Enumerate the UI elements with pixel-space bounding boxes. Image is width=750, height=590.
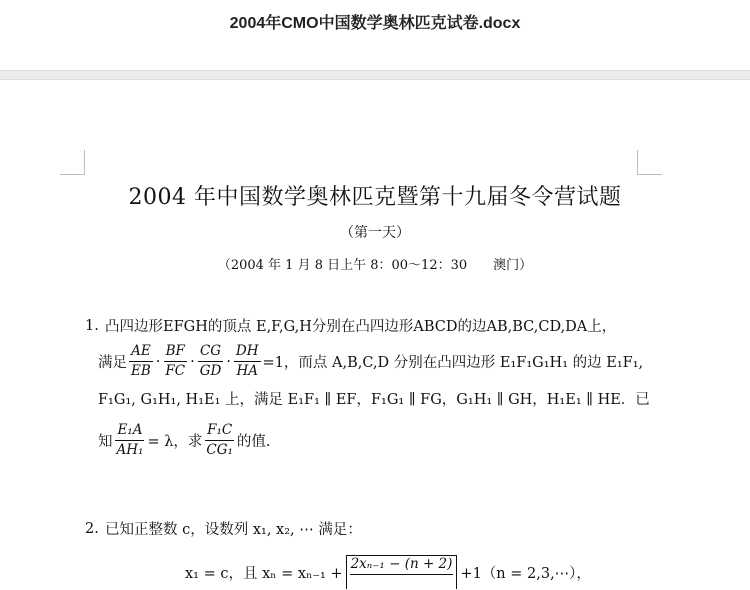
problem1-value: 的值. xyxy=(236,434,271,450)
frac-denominator: CG₁ xyxy=(206,442,233,458)
frac-denominator: FC xyxy=(165,363,186,379)
fraction-bf-fc xyxy=(163,343,187,380)
page-gap xyxy=(0,70,750,80)
document-title: 2004 年中国数学奥林匹克暨第十九届冬令营试题 xyxy=(128,185,622,210)
frac-denominator: GD xyxy=(199,363,222,379)
document-subtitle: （第一天） xyxy=(340,225,410,241)
frac-numerator: F₁C xyxy=(205,422,234,441)
frac-denominator: HA xyxy=(236,363,258,379)
title-bar xyxy=(0,0,750,70)
problem2-eq-prefix: x₁ = c，且 xₙ = xₙ₋₁ + xyxy=(185,565,343,582)
problem1-line2: 满足 $\frac{AE}{EB}$ · $\frac{BF}{FC}$ · $\frac{CG}{GD}$ · $\frac{DH}{HA}$ =1，而点 A,B,C,D 分别在凸四边形 E₁F₁G₁H₁ 的边 E₁F₁, xyxy=(98,343,644,379)
frac-numerator: DH xyxy=(234,343,261,362)
frac-numerator: CG xyxy=(198,343,223,362)
problem1-text-3: F₁G₁, G₁H₁, H₁E₁ 上，满足 E₁F₁ ∥ EF，F₁G₁ ∥ FG，G₁H₁ ∥ GH，H₁E₁ ∥ HE．已 xyxy=(98,392,650,408)
fraction-ae-eb xyxy=(129,343,153,380)
problem1-lambda: = λ，求 xyxy=(147,434,203,450)
problem2-eq-suffix: +1（n = 2,3,⋯）， xyxy=(460,565,591,582)
ceil-numerator: 2xₙ₋₁ − (n + 2) xyxy=(350,556,454,575)
frac-numerator: E₁A xyxy=(115,422,144,441)
fraction-f1c-cg1 xyxy=(204,422,235,459)
ceiling-bracket xyxy=(346,555,458,589)
document-time: （2004 年 1 月 8 日上午 8：00～12：30 澳门） xyxy=(217,258,533,273)
file-title: 2004年CMO中国数学奥林匹克试卷.docx xyxy=(229,15,521,32)
fraction-e1a-ah1 xyxy=(115,422,146,459)
frac-numerator: BF xyxy=(164,343,187,362)
problem1-line4 xyxy=(98,422,271,459)
crop-mark-top-right xyxy=(637,150,662,175)
problem1-text-1: 凸四边形EFGH的顶点 E,F,G,H分别在凸四边形ABCD的边AB,BC,CD,DA上， xyxy=(105,319,617,335)
problem1-know: 知 xyxy=(98,434,113,450)
frac-numerator: AE xyxy=(129,343,153,362)
fraction-cg-gd xyxy=(198,343,224,380)
frac-denominator: AH₁ xyxy=(116,442,144,458)
fraction-dh-ha xyxy=(234,343,261,380)
problem2-equation xyxy=(185,555,591,589)
problem2-number: 2. xyxy=(85,520,99,537)
problem1-text-2: =1，而点 A,B,C,D 分别在凸四边形 E₁F₁G₁H₁ 的边 E₁F₁, xyxy=(262,355,644,371)
frac-denominator: EB xyxy=(131,363,151,379)
problem1-line1 xyxy=(85,315,616,336)
crop-mark-top-left xyxy=(60,150,85,175)
problem1-number: 1. xyxy=(85,317,99,334)
problem2-line1 xyxy=(85,518,362,539)
problem2-text-1: 已知正整数 c，设数列 x₁, x₂, ⋯ 满足： xyxy=(105,522,362,538)
problem1-line3 xyxy=(98,388,650,409)
problem1-satisfy: 满足 xyxy=(98,355,127,371)
